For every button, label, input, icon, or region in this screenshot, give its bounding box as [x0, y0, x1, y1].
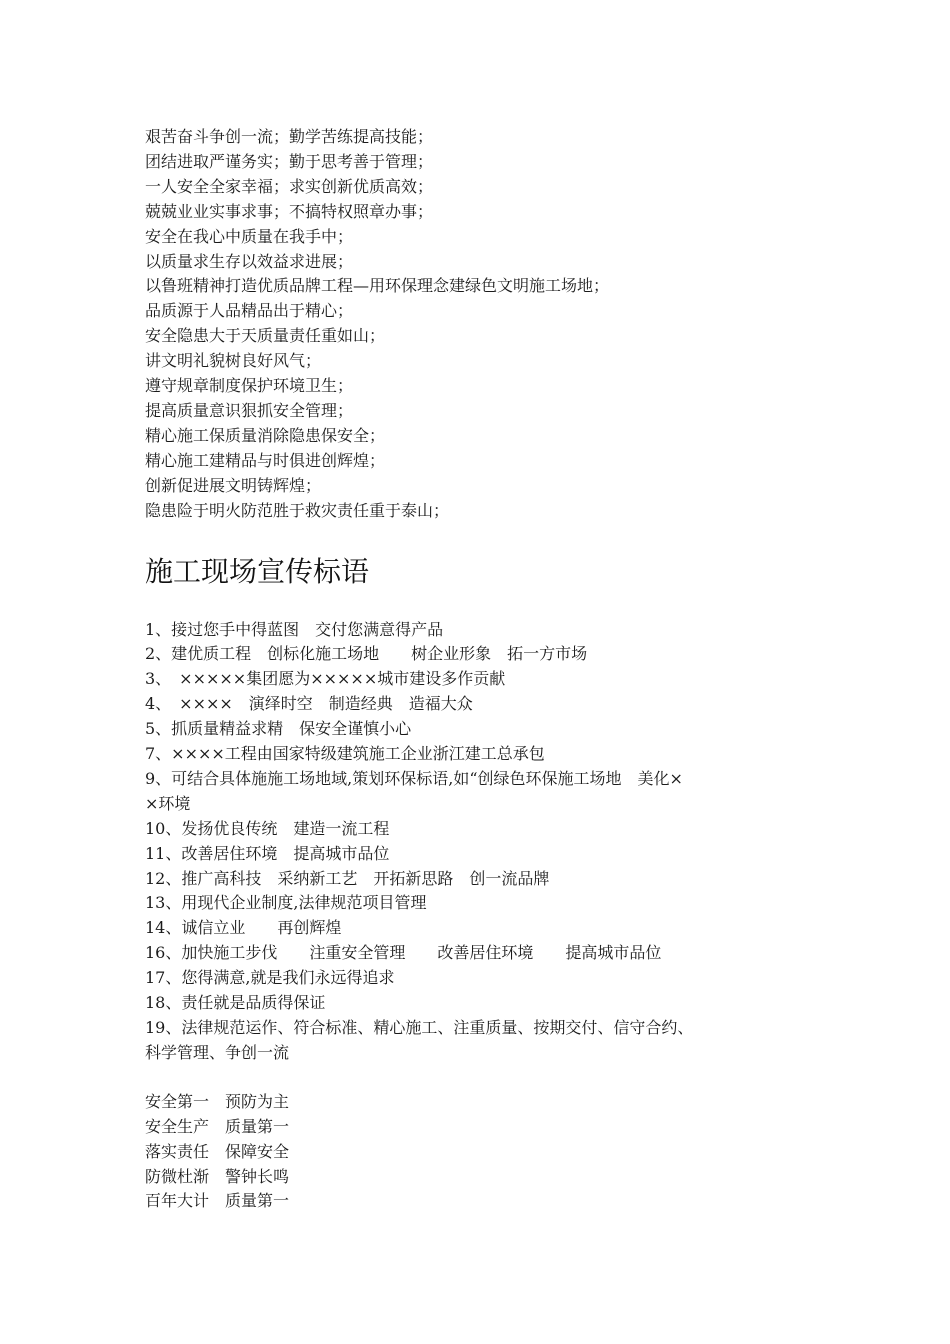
- text-line: 安全生产 质量第一: [145, 1116, 290, 1136]
- numbered-slogan-list: [145, 618, 825, 1066]
- text-line: 安全在我心中质量在我手中；: [145, 226, 354, 246]
- text-line: 以质量求生存以效益求进展；: [145, 251, 354, 271]
- text-line: 1、接过您手中得蓝图 交付您满意得产品: [145, 619, 444, 639]
- slogan-list-bottom: [145, 1090, 825, 1215]
- document-page: [145, 125, 825, 1214]
- text-line: 以鲁班精神打造优质品牌工程—用环保理念建绿色文明施工场地；: [145, 276, 610, 296]
- text-line: 19、法律规范运作、符合标准、精心施工、注重质量、按期交付、信守合约、: [145, 1018, 694, 1037]
- spacer: [145, 1066, 825, 1090]
- text-line: 12、推广高科技 采纳新工艺 开拓新思路 创一流品牌: [145, 868, 550, 888]
- text-line: 5、抓质量精益求精 保安全谨慎小心: [145, 719, 412, 739]
- text-line: 百年大计 质量第一: [145, 1191, 290, 1211]
- section-heading: 施工现场宣传标语: [145, 554, 370, 588]
- text-line: 落实责任 保障安全: [145, 1141, 290, 1161]
- text-line: 13、用现代企业制度,法律规范项目管理: [145, 893, 427, 913]
- text-line: 讲文明礼貌树良好风气；: [145, 351, 322, 371]
- text-line: 18、责任就是品质得保证: [145, 993, 326, 1013]
- text-line: 11、改善居住环境 提高城市品位: [145, 843, 390, 863]
- text-line: 安全第一 预防为主: [145, 1091, 290, 1111]
- text-line: 16、加快施工步伐 注重安全管理 改善居住环境 提高城市品位: [145, 943, 662, 963]
- text-line: 防微杜渐 警钟长鸣: [145, 1166, 290, 1186]
- text-line: 17、您得满意,就是我们永远得追求: [145, 968, 395, 988]
- text-line: 10、发扬优良传统 建造一流工程: [145, 818, 390, 838]
- text-line: 一人安全全家幸福；求实创新优质高效；: [145, 176, 434, 196]
- text-line: 遵守规章制度保护环境卫生；: [145, 376, 354, 396]
- text-line: 隐患险于明火防范胜于救灾责任重于泰山；: [145, 500, 450, 520]
- text-line: 精心施工建精品与时俱进创辉煌；: [145, 450, 386, 470]
- text-line: 科学管理、争创一流: [145, 1042, 290, 1062]
- text-line: ×环境: [145, 793, 191, 813]
- text-line: 兢兢业业实事求事；不搞特权照章办事；: [145, 201, 434, 221]
- text-line: 提高质量意识狠抓安全管理；: [145, 400, 354, 420]
- text-line: 创新促进展文明铸辉煌；: [145, 475, 322, 495]
- text-line: 精心施工保质量消除隐患保安全；: [145, 425, 386, 445]
- slogan-list-top: [145, 125, 825, 524]
- text-line: 4、 ×××× 演绎时空 制造经典 造福大众: [145, 694, 473, 714]
- text-line: 艰苦奋斗争创一流；勤学苦练提高技能；: [145, 127, 434, 146]
- text-line: 安全隐患大于天质量责任重如山；: [145, 326, 386, 346]
- text-line: 7、××××工程由国家特级建筑施工企业浙江建工总承包: [145, 744, 545, 764]
- text-line: 3、 ×××××集团愿为×××××城市建设多作贡献: [145, 669, 506, 689]
- text-line: 品质源于人品精品出于精心；: [145, 301, 354, 321]
- text-line: 14、诚信立业 再创辉煌: [145, 918, 342, 938]
- text-line: 2、建优质工程 创标化施工场地 树企业形象 拓一方市场: [145, 644, 588, 664]
- text-line: 9、可结合具体施施工场地域,策划环保标语,如“创绿色环保施工场地 美化×: [145, 768, 683, 788]
- text-line: 团结进取严谨务实；勤于思考善于管理；: [145, 151, 434, 171]
